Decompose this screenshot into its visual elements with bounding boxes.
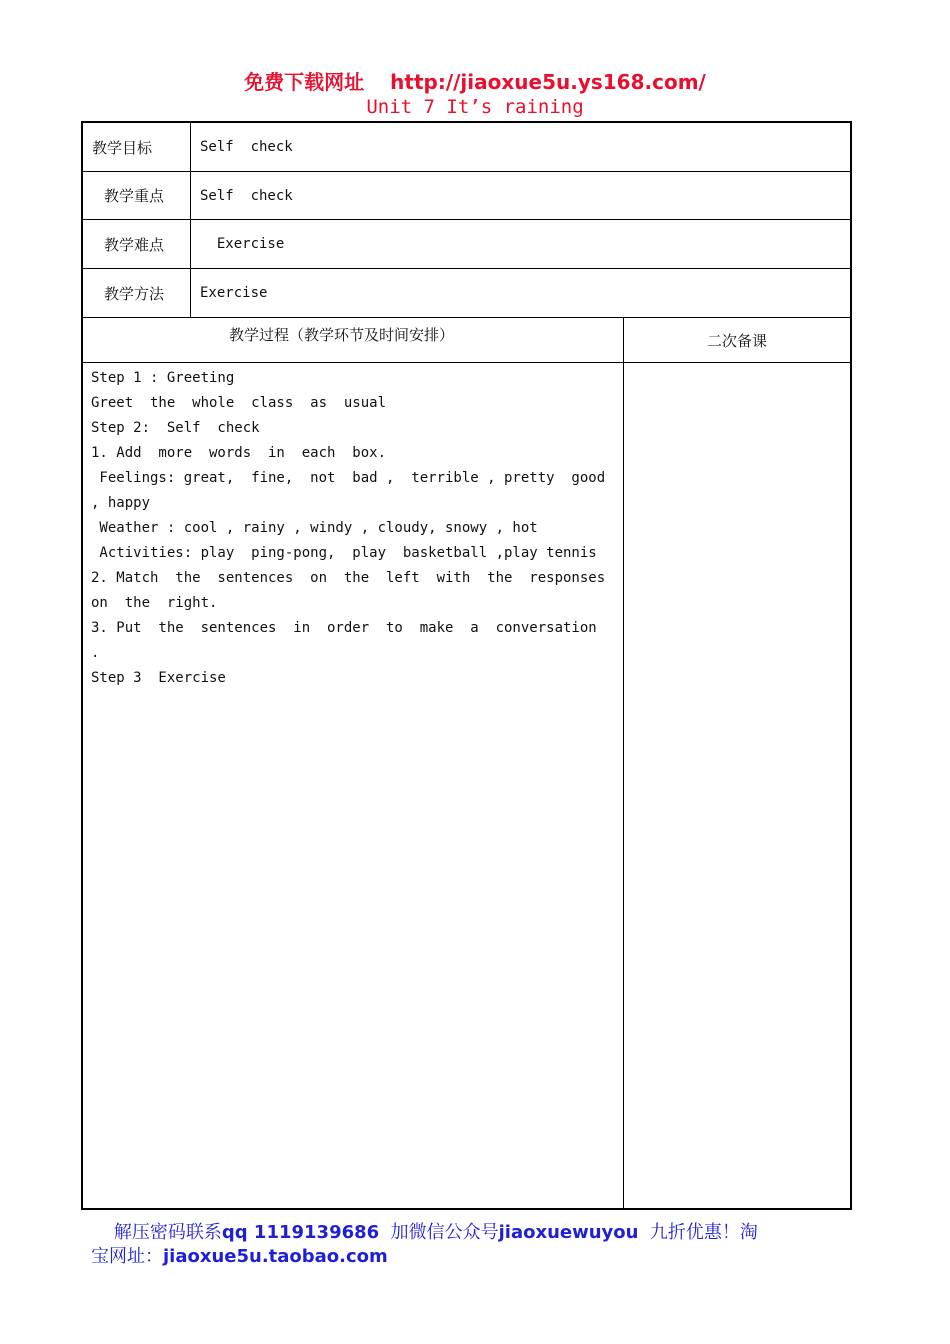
process-line: .	[91, 645, 100, 661]
process-line: Step 1 : Greeting	[91, 370, 235, 386]
column-divider	[623, 362, 624, 1208]
footer-shop-url[interactable]: jiaoxue5u.taobao.com	[163, 1246, 388, 1267]
header-download-line	[0, 66, 950, 95]
unit-title: Unit 7 It’s raining	[366, 96, 584, 118]
info-row-key-point	[83, 172, 850, 220]
process-line: , happy	[91, 495, 151, 511]
process-line: Feelings: great, fine, not bad , terrible , pretty good	[91, 470, 606, 486]
footer-wechat-id: jiaoxuewuyou	[498, 1222, 639, 1243]
process-heading: 教学过程（教学环节及时间安排）	[229, 326, 455, 344]
footer-shop-label: 宝网址：	[91, 1246, 163, 1267]
process-heading-cell	[83, 318, 624, 362]
footer-line-2	[91, 1242, 851, 1268]
info-row-difficulty	[83, 220, 850, 269]
process-line: on the right.	[91, 595, 218, 611]
info-row-method	[83, 269, 850, 318]
info-value: Self check	[200, 139, 293, 155]
lesson-plan-table	[81, 121, 852, 1210]
info-value: Exercise	[200, 285, 268, 301]
process-line: Weather : cool , rainy , windy , cloudy, snowy , hot	[91, 520, 538, 536]
footer-line-1	[91, 1218, 851, 1244]
process-content	[91, 366, 617, 691]
info-label: 教学重点	[83, 172, 191, 219]
process-line: 3. Put the sentences in order to make a conversation	[91, 620, 597, 636]
footer-password-text: 解压密码联系	[91, 1222, 222, 1243]
site-url-link[interactable]: http://jiaoxue5u.ys168.com/	[390, 70, 706, 94]
info-value: Exercise	[200, 236, 285, 252]
process-line: Step 2: Self check	[91, 420, 260, 436]
process-header-row	[83, 318, 850, 363]
info-label: 教学方法	[83, 269, 191, 317]
info-label: 教学难点	[83, 220, 191, 268]
info-label: 教学目标	[83, 123, 191, 171]
process-line: 1. Add more words in each box.	[91, 445, 387, 461]
free-download-label: 免费下载网址	[244, 70, 365, 94]
info-row-objective	[83, 123, 850, 172]
process-line: 2. Match the sentences on the left with the responses	[91, 570, 606, 586]
footer-discount-text: 九折优惠！淘	[638, 1222, 758, 1243]
process-line: Step 3 Exercise	[91, 670, 226, 686]
process-line: Greet the whole class as usual	[91, 395, 387, 411]
footer-wechat-label: 加微信公众号	[379, 1222, 499, 1243]
info-value: Self check	[200, 187, 293, 204]
process-line: Activities: play ping-pong, play basketball ,play tennis	[91, 545, 597, 561]
revision-heading: 二次备课	[706, 331, 767, 350]
footer-qq: qq 1119139686	[221, 1222, 380, 1243]
